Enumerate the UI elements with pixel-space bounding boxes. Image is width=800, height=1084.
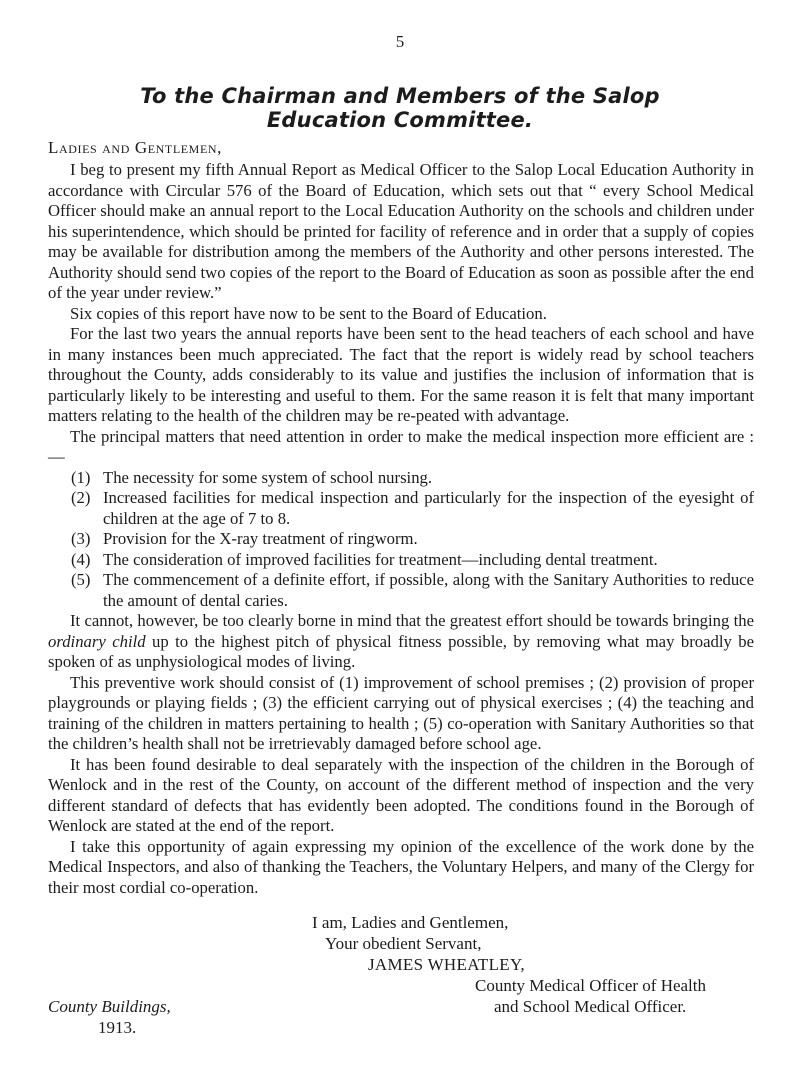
heading-line-1: To the Chairman and Members of the Salop: [140, 84, 660, 108]
list-item-number: (3): [71, 529, 91, 548]
signatory-title-2: and School Medical Officer.: [494, 997, 687, 1016]
list-item: [48, 550, 754, 571]
paragraph-ordinary-child: [48, 611, 754, 673]
salutation: Ladies and Gentlemen,: [48, 138, 222, 157]
list-item: [48, 488, 754, 529]
paragraph-principal-matters: The principal matters that need attention in order to make the medical inspection more efficient are :—: [48, 426, 754, 466]
year: 1913.: [98, 1018, 137, 1037]
list-item: [48, 468, 754, 489]
paragraph-ordinary-child-start: It cannot, however, be too clearly borne in mind that the greatest effort should be towards bringing the: [70, 611, 754, 630]
list-item-text: The necessity for some system of school nursing.: [103, 467, 433, 487]
list-item-text: Provision for the X-ray treatment of ringworm.: [103, 529, 418, 548]
paragraph-copies: Six copies of this report have now to be sent to the Board of Education.: [70, 303, 547, 323]
list-item: [48, 529, 754, 550]
list-item-text: Increased facilities for medical inspection and particularly for the inspection of the eyesight of children at the age of 7 to 8.: [103, 488, 754, 528]
paragraph-wenlock: It has been found desirable to deal separately with the inspection of the children in the Borough of Wenlock and in the rest of the County, on account of the different method of inspection and the very different standard of defects that has evidently been adopted. The conditions found in the Borough of Wenlock are stated at the end of the report.: [48, 754, 754, 835]
heading-line-2: Education Committee.: [266, 108, 534, 132]
list-item: [48, 570, 754, 611]
closing-block: [312, 912, 772, 1017]
paragraph-ordinary-child-end: up to the highest pitch of physical fitness possible, by removing what may broadly be spoken of as unphysiological modes of living.: [48, 631, 754, 671]
paragraph-intro: I beg to present my fifth Annual Report as Medical Officer to the Salop Local Education Authority in accordance with Circular 576 of the Board of Education, which sets out that “ every School Medical Officer should make an annual report to the Local Education Authority on the schools and children under his superintendence, which should be printed for facility of reference and in order that a supply of copies may be available for distribution among the members of the Authority and other persons interested. The Authority should send two copies of the report to the Board of Education as soon as possible after the end of the year under review.”: [48, 160, 754, 302]
place: County Buildings,: [48, 997, 171, 1016]
paragraph-thanks: I take this opportunity of again expressing my opinion of the excellence of the work done by the Medical Inspectors, and also of thanking the Teachers, the Voluntary Helpers, and many of the Clergy for their most cordial co-operation.: [48, 836, 754, 897]
paragraph-head-teachers: For the last two years the annual reports have been sent to the head teachers of each school and have in many instances been much appreciated. The fact that the report is widely read by school teachers throughout the County, adds considerably to its value and justifies the inclusion of information that is particularly likely to be interesting and useful to them. For the same reason it is felt that many important matters relating to the health of the children may be re-peated with advantage.: [48, 324, 754, 425]
list-item-number: (5): [71, 570, 91, 589]
page-number: 5: [395, 32, 405, 51]
paragraph-preventive-work: This preventive work should consist of (1) improvement of school premises ; (2) provision of proper playgrounds or playing fields ; (3) the efficient carrying out of physical exercises ; (4) the teaching and training of the children in matters pertaining to health ; (5) co-operation with Sanitary Authorities so that the children’s health shall not be irretrievably damaged before school age.: [48, 672, 754, 753]
closing-line-2: Your obedient Servant,: [325, 934, 482, 953]
closing-line-1: I am, Ladies and Gentlemen,: [312, 913, 509, 932]
matters-list: [48, 468, 754, 612]
letter-body: [48, 160, 754, 898]
signatory-name: JAMES WHEATLEY,: [368, 955, 525, 974]
list-item-text: The commencement of a definite effort, if possible, along with the Sanitary Authorities to reduce the amount of dental caries.: [103, 570, 754, 610]
list-item-number: (1): [71, 467, 91, 487]
list-item-number: (2): [71, 488, 91, 507]
emphasis-ordinary-child: ordinary child: [48, 631, 146, 651]
signatory-title-1: County Medical Officer of Health: [475, 976, 707, 995]
list-item-number: (4): [71, 549, 91, 569]
list-item-text: The consideration of improved facilities for treatment—including dental treatment.: [103, 549, 658, 569]
